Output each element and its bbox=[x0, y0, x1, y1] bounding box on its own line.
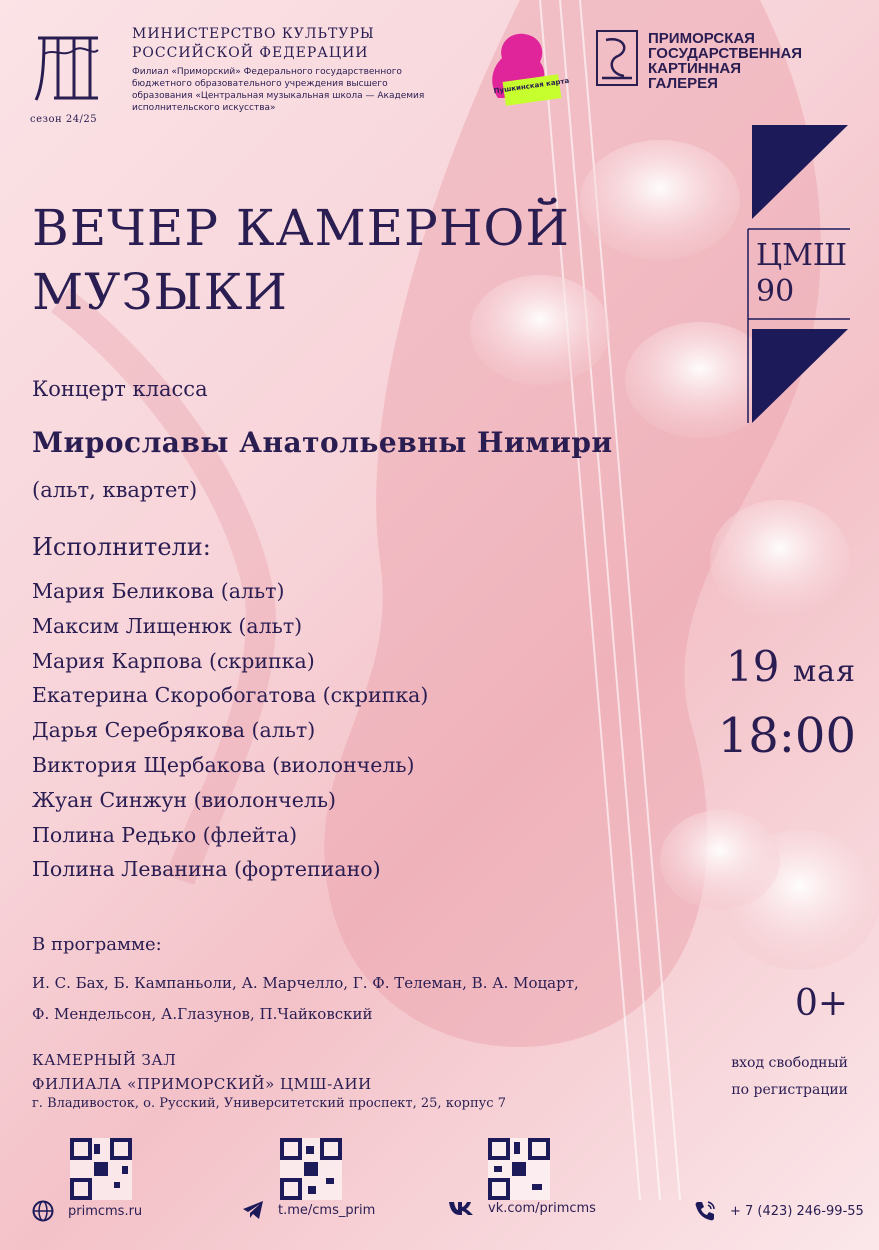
performer-item: Виктория Щербакова (виолончель) bbox=[32, 752, 415, 777]
instruments: (альт, квартет) bbox=[32, 478, 198, 502]
telegram-link[interactable]: t.me/cms_prim bbox=[278, 1202, 376, 1218]
performer-item: Мария Карпова (скрипка) bbox=[32, 648, 315, 673]
performer-item: Полина Редько (флейта) bbox=[32, 822, 298, 847]
program-line: Ф. Мендельсон, А.Глазунов, П.Чайковский bbox=[32, 1005, 373, 1023]
entry-line: вход свободный bbox=[731, 1055, 848, 1071]
gallery-name bbox=[648, 31, 858, 91]
event-title-line: ВЕЧЕР КАМЕРНОЙ bbox=[32, 199, 571, 257]
age-rating: 0+ bbox=[795, 983, 849, 1024]
event-title-line: МУЗЫКИ bbox=[32, 263, 288, 321]
concert-subtitle: Концерт класса bbox=[32, 377, 208, 401]
badge-text: ЦМШ bbox=[756, 238, 848, 273]
qr-code-vk[interactable] bbox=[488, 1138, 550, 1200]
phone-icon bbox=[694, 1200, 716, 1222]
qr-code-website[interactable] bbox=[70, 1138, 132, 1200]
ministry-title: МИНИСТЕРСТВО КУЛЬТУРЫ РОССИЙСКОЙ ФЕДЕРАЦИИ bbox=[132, 26, 375, 61]
venue-line: КАМЕРНЫЙ ЗАЛ bbox=[32, 1051, 177, 1069]
program-line: И. С. Бах, Б. Кампаньоли, А. Марчелло, Г. Ф. Телеман, В. А. Моцарт, bbox=[32, 974, 579, 992]
performer-item: Полина Леванина (фортепиано) bbox=[32, 857, 381, 882]
event-title bbox=[32, 196, 632, 324]
badge-number: 90 bbox=[756, 274, 795, 309]
performers-heading: Исполнители: bbox=[32, 533, 211, 561]
telegram-icon bbox=[242, 1200, 264, 1220]
program-composers bbox=[32, 968, 632, 1030]
contact-telegram[interactable] bbox=[242, 1200, 375, 1220]
performer-item: Максим Лищенюк (альт) bbox=[32, 613, 303, 638]
pushkin-card-logo bbox=[478, 28, 570, 104]
performer-item: Мария Беликова (альт) bbox=[32, 579, 285, 603]
vk-link[interactable]: vk.com/primcms bbox=[488, 1200, 596, 1216]
website-link[interactable]: primcms.ru bbox=[68, 1203, 143, 1219]
phone-number[interactable]: + 7 (423) 246-99-55 bbox=[730, 1203, 864, 1219]
contact-website[interactable] bbox=[32, 1200, 142, 1222]
gallery-logo bbox=[596, 30, 638, 86]
contact-phone[interactable] bbox=[694, 1200, 864, 1222]
pushkin-card-text: Пушкинская карта bbox=[493, 76, 570, 96]
qr-code-telegram[interactable] bbox=[280, 1138, 342, 1200]
entry-line: по регистрации bbox=[731, 1082, 848, 1098]
program-heading: В программе: bbox=[32, 934, 162, 955]
venue-address: г. Владивосток, о. Русский, Университетский проспект, 25, корпус 7 bbox=[32, 1096, 506, 1111]
teacher-name: Мирославы Анатольевны Нимири bbox=[32, 426, 613, 459]
globe-icon bbox=[32, 1200, 54, 1222]
contact-vk[interactable] bbox=[448, 1200, 596, 1216]
branch-description: Филиал «Приморский» Федерального государственного бюджетного образовательного учреждения высшего образования «Центральная музыкальная школа — Академия исполнительского искусства» bbox=[132, 67, 425, 113]
gallery-name-line: ПРИМОРСКАЯ bbox=[648, 30, 755, 47]
gallery-name-line: ГАЛЕРЕЯ bbox=[648, 75, 718, 92]
performer-item: Дарья Серебрякова (альт) bbox=[32, 718, 316, 743]
vk-icon bbox=[448, 1200, 474, 1216]
gallery-name-line: КАРТИННАЯ bbox=[648, 60, 742, 77]
cmsh-logo bbox=[34, 28, 102, 104]
performer-item: Жуан Синжун (виолончель) bbox=[32, 787, 337, 812]
event-date bbox=[686, 638, 856, 701]
entry-info bbox=[700, 1050, 848, 1104]
event-time: 18:00 bbox=[717, 708, 856, 764]
event-day: 19 bbox=[726, 642, 780, 691]
event-month: мая bbox=[792, 654, 856, 689]
venue-line: ФИЛИАЛА «ПРИМОРСКИЙ» ЦМШ-АИИ bbox=[32, 1075, 372, 1093]
performer-item: Екатерина Скоробогатова (скрипка) bbox=[32, 683, 429, 708]
performers-list bbox=[32, 574, 428, 887]
cmsh-90-badge bbox=[748, 125, 850, 423]
venue-name bbox=[32, 1048, 372, 1096]
season-label: сезон 24/25 bbox=[30, 114, 98, 125]
gallery-name-line: ГОСУДАРСТВЕННАЯ bbox=[648, 45, 803, 62]
